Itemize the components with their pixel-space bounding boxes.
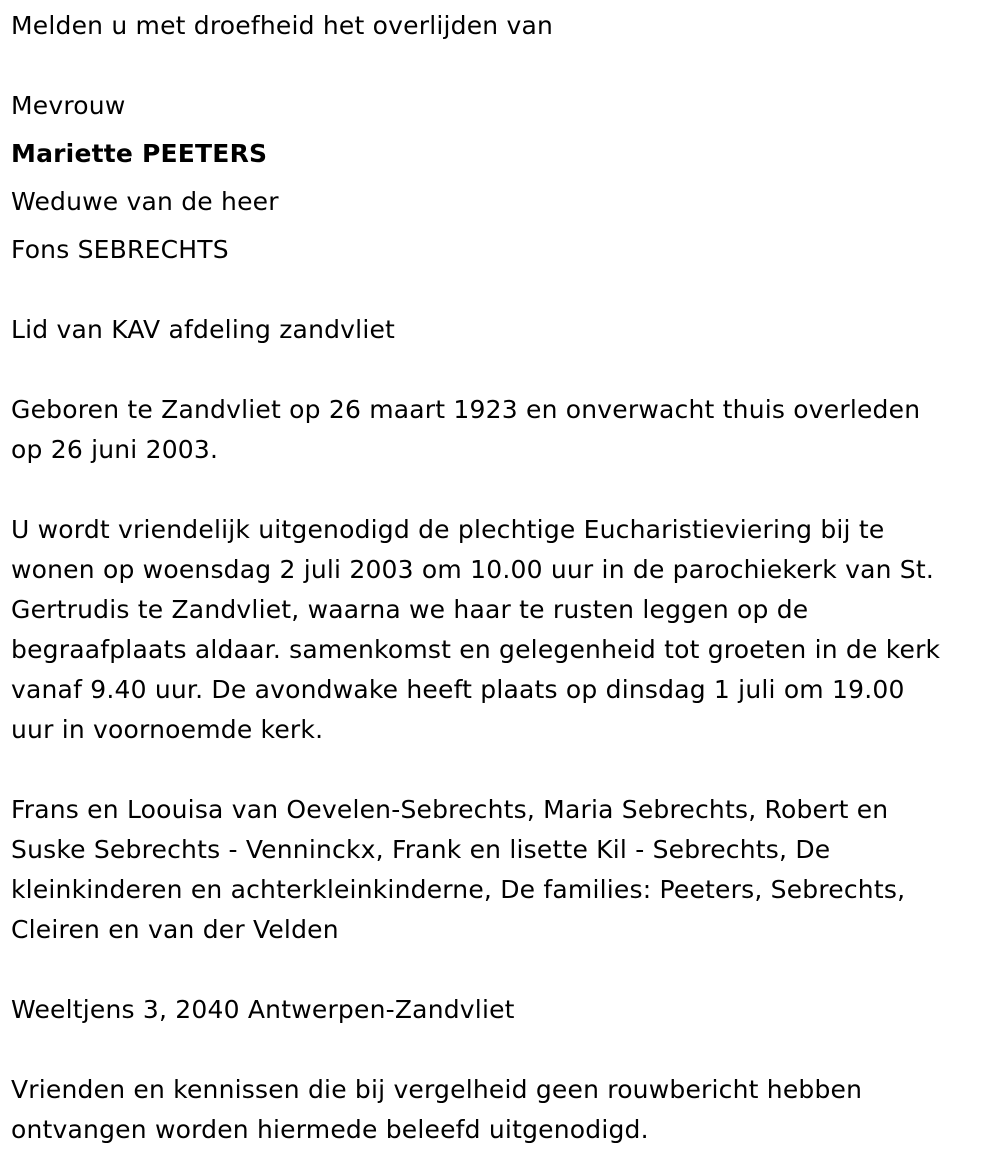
spouse-name: Fons SEBRECHTS bbox=[11, 235, 229, 264]
relation-text: Weduwe van de heer bbox=[11, 187, 279, 216]
family-line: Frans en Loouisa van Oevelen-Sebrechts, Maria Sebrechts, Robert en bbox=[11, 795, 889, 824]
invitation-line: vanaf 9.40 uur. De avondwake heeft plaats op dinsdag 1 juli om 19.00 bbox=[11, 675, 905, 704]
invitation-line: wonen op woensdag 2 juli 2003 om 10.00 uur in de parochiekerk van St. bbox=[11, 555, 935, 584]
invitation-paragraph bbox=[11, 510, 993, 750]
invitation-line: Gertrudis te Zandvliet, waarna we haar te rusten leggen op de bbox=[11, 595, 809, 624]
invitation-line: begraafplaats aldaar. samenkomst en gelegenheid tot groeten in de kerk bbox=[11, 635, 941, 664]
family-paragraph bbox=[11, 790, 993, 950]
family-line: kleinkinderen en achterkleinkinderne, De families: Peeters, Sebrechts, bbox=[11, 875, 906, 904]
birth-death-line: op 26 juni 2003. bbox=[11, 435, 219, 464]
friends-paragraph bbox=[11, 1070, 993, 1150]
family-line: Cleiren en van der Velden bbox=[11, 915, 339, 944]
birth-death-line: Geboren te Zandvliet op 26 maart 1923 en onverwacht thuis overleden bbox=[11, 395, 921, 424]
friends-line: ontvangen worden hiermede beleefd uitgenodigd. bbox=[11, 1115, 649, 1144]
family-line: Suske Sebrechts - Venninckx, Frank en lisette Kil - Sebrechts, De bbox=[11, 835, 831, 864]
invitation-line: U wordt vriendelijk uitgenodigd de plechtige Eucharistieviering bij te bbox=[11, 515, 885, 544]
friends-line: Vrienden en kennissen die bij vergelheid geen rouwbericht hebben bbox=[11, 1075, 863, 1104]
membership-text: Lid van KAV afdeling zandvliet bbox=[11, 315, 396, 344]
birth-death-paragraph bbox=[11, 390, 993, 470]
death-notice bbox=[11, 0, 993, 1150]
deceased-name: Mariette PEETERS bbox=[11, 139, 268, 168]
title-text: Mevrouw bbox=[11, 91, 126, 120]
address-text: Weeltjens 3, 2040 Antwerpen-Zandvliet bbox=[11, 995, 515, 1024]
intro-text: Melden u met droefheid het overlijden van bbox=[11, 11, 554, 40]
invitation-line: uur in voornoemde kerk. bbox=[11, 715, 324, 744]
